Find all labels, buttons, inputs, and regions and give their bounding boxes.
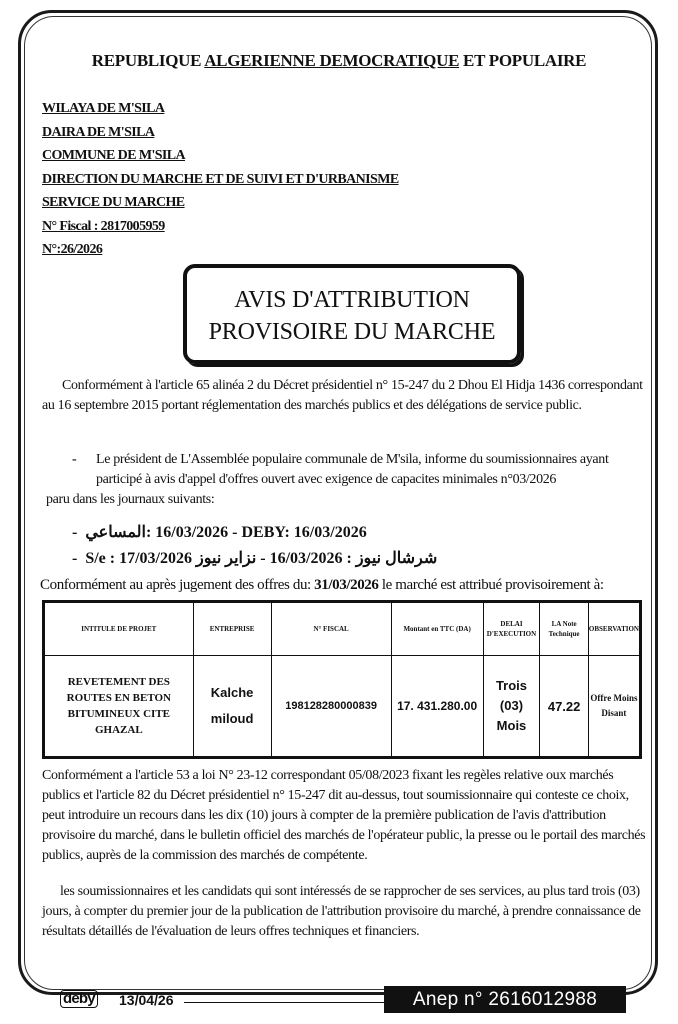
journals-line-2: - S/e : شرشال نيوز : 16/03/2026 - نزاير نيوز 17/03/2026 <box>72 550 438 567</box>
header-notice-number: N°:26/2026 <box>42 242 103 257</box>
header-observation: OBSERVATION <box>588 602 640 656</box>
header-amount: Montant en TTC (DA) <box>391 602 483 656</box>
header-enterprise: ENTREPRISE <box>193 602 271 656</box>
table-header-row <box>44 602 641 656</box>
cell-delay: Trois (03) Mois <box>483 656 540 758</box>
cell-fiscal: 198128280000839 <box>271 656 391 758</box>
header-note: LA Note Technique <box>540 602 588 656</box>
header-project: INTITULE DE PROJET <box>44 602 194 656</box>
anep-reference: Anep n° 2616012988 <box>384 986 626 1013</box>
issuer-header <box>42 97 399 262</box>
bullet-tail: paru dans les journaux suivants: <box>46 492 215 507</box>
header-fiscal-number: N° Fiscal : 2817005959 <box>42 218 165 234</box>
republic-heading: REPUBLIQUE ALGERIENNE DEMOCRATIQUE ET POPULAIRE <box>91 51 587 70</box>
header-commune: COMMUNE DE M'SILA <box>42 148 186 163</box>
cell-observation: Offre Moins Disant <box>588 656 640 758</box>
journals-line-1: - المساعي: 16/03/2026 - DEBY: 16/03/2026 <box>72 524 367 541</box>
table-row <box>44 656 641 758</box>
journal-dates-1: : 16/03/2026 - DEBY: 16/03/2026 <box>145 524 367 541</box>
notice-title-line1: AVIS D'ATTRIBUTION <box>234 287 470 313</box>
notice-title-line2: PROVISOIRE DU MARCHE <box>208 319 496 345</box>
appeal-paragraph: Conformément a l'article 53 a loi N° 23-12 correspondant 05/08/2023 fixant les regèles relative oux marchés publics et l'article 82 du Décret présidentiel n° 15-247 dit au-dessus, tout soumissionnaire qui conteste ce choix, peut introduire un recours dans les dix (10) jours à compter de la première publication de l'avis d'attribution provisoire du marché, dans le bulletin officiel des marchés de l'opérateur public, la presse ou le portail des marchés publics, auprès de la commission des marchés de compétente. <box>42 768 646 863</box>
cell-enterprise: Kalche miloud <box>193 656 271 758</box>
header-wilaya: WILAYA DE M'SILA <box>42 101 165 116</box>
cell-note: 47.22 <box>540 656 588 758</box>
consultation-paragraph: les soumissionnaires et les candidats qui sont intéressés de se rapprocher de ses services, au plus tard trois (03) jours, à compter du premier jour de la publication de l'attribution provisoire du marché, à prendre connaissance de résultats détaillés de l'évaluation de leurs offres techniques et financiers. <box>42 884 641 939</box>
bullet-announcement <box>42 450 650 510</box>
cell-project: REVETEMENT DES ROUTES EN BETON BITUMINEUX CITE GHAZAL <box>44 656 194 758</box>
bullet-text: Le président de L'Assemblée populaire communale de M'sila, informe du soumissionnaires ayant participé à avis d'appel d'offres ouvert avec exigence de capacites minimales n°03/2026 <box>96 452 609 487</box>
award-table <box>42 600 642 759</box>
header-service: SERVICE DU MARCHE <box>42 195 185 210</box>
bullet-dash: - <box>72 452 77 467</box>
header-delay: DELAI D'EXECUTION <box>483 602 540 656</box>
header-direction: DIRECTION DU MARCHE ET DE SUIVI ET D'URBANISME <box>42 171 399 187</box>
legal-basis-paragraph: Conformément à l'article 65 alinéa 2 du Décret présidentiel n° 15-247 du 2 Dhou El Hidja 1436 correspondant au 16 septembre 2015 portant réglementation des marchés publics et des délégations de service public. <box>42 378 643 413</box>
journal-elmassai: المساعي <box>85 524 146 541</box>
footer-divider <box>184 1002 384 1003</box>
jugement-line: Conformément au après jugement des offres du: 31/03/2026 le marché est attribué provisoirement à: <box>40 577 604 593</box>
cell-amount: 17. 431.280.00 <box>391 656 483 758</box>
header-fiscal: N° FISCAL <box>271 602 391 656</box>
publication-date: 13/04/26 <box>119 992 174 1008</box>
notice-title-box <box>183 264 521 364</box>
deby-logo: deby <box>60 990 98 1008</box>
header-daira: DAIRA DE M'SILA <box>42 124 155 140</box>
journal-dates-2: S/e : شرشال نيوز : 16/03/2026 - نزاير نيوز 17/03/2026 <box>85 550 438 567</box>
